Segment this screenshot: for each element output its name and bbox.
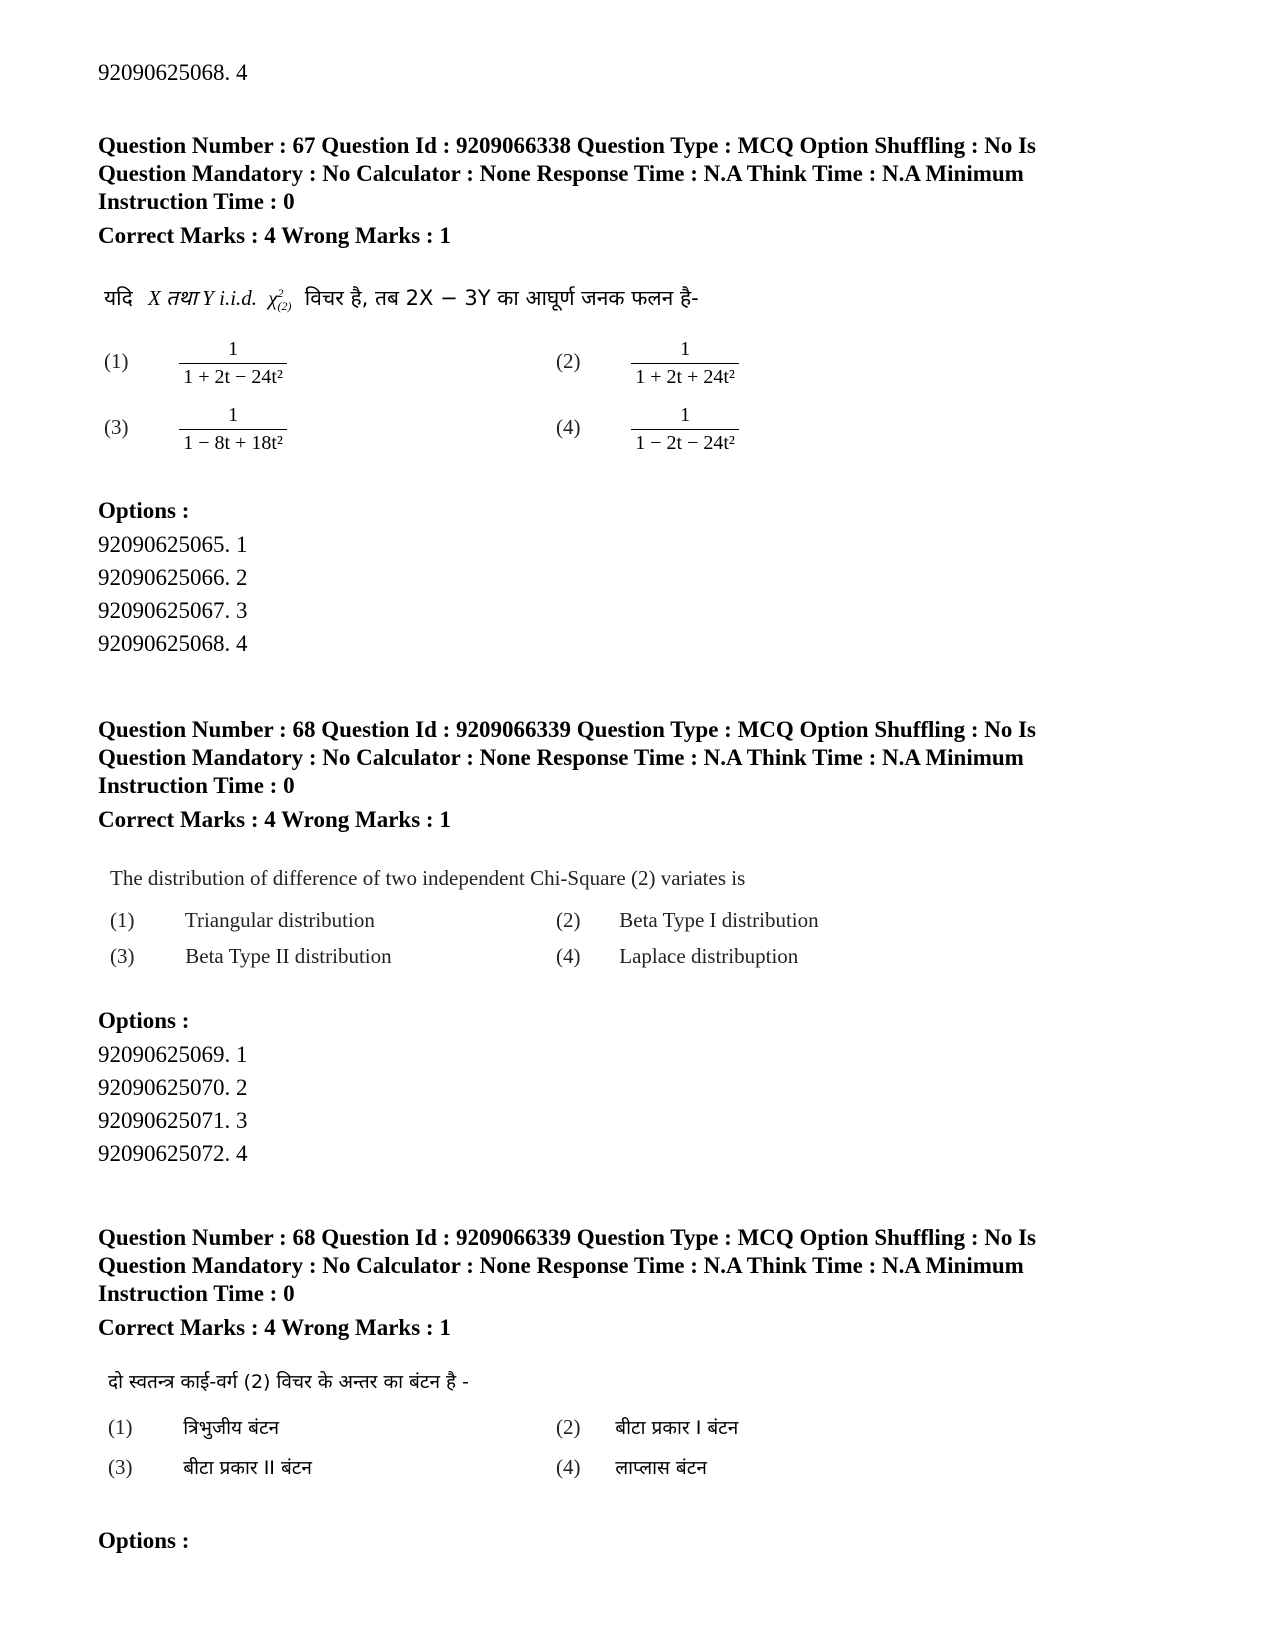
choice-4: [556, 404, 739, 455]
stem-prefix: यदि: [104, 286, 133, 310]
question-67-options: [98, 494, 1198, 660]
option-line: 92090625068. 4: [98, 631, 248, 656]
question-68-header: [98, 716, 1198, 834]
header-line: Instruction Time : 0: [98, 1281, 295, 1306]
option-line: 92090625066. 2: [98, 565, 248, 590]
choice-2: [556, 338, 739, 389]
choice-text: बीटा प्रकार I बंटन: [615, 1417, 739, 1439]
question-68-hindi-options: [98, 1524, 1198, 1558]
question-68-options: [98, 1004, 1198, 1170]
choice-number: (1): [108, 1415, 133, 1439]
choice-4: [556, 1454, 707, 1480]
question-67-stem: [104, 284, 1204, 314]
header-line: Instruction Time : 0: [98, 189, 295, 214]
option-line: 92090625071. 3: [98, 1108, 248, 1133]
marks-line: Correct Marks : 4 Wrong Marks : 1: [98, 223, 451, 248]
fraction: $\frac{1}{\text{1 + 2t + 24t²}}$: [631, 338, 739, 389]
choice-3: [104, 404, 287, 455]
choice-number: (4): [556, 415, 581, 440]
question-67-header: [98, 132, 1198, 250]
question-68-hindi-header: [98, 1224, 1198, 1342]
choice-3: [110, 944, 392, 969]
option-line: 92090625072. 4: [98, 1141, 248, 1166]
stem-variables: X तथा Y i.i.d.: [148, 286, 258, 310]
option-line: 92090625065. 1: [98, 532, 248, 557]
marks-line: Correct Marks : 4 Wrong Marks : 1: [98, 807, 451, 832]
choice-number: (1): [110, 908, 135, 932]
choice-number: (3): [108, 1455, 133, 1479]
header-line: Question Mandatory : No Calculator : None Response Time : N.A Think Time : N.A Minimum: [98, 1253, 1024, 1278]
question-68-stem: The distribution of difference of two independent Chi-Square (2) variates is: [110, 866, 746, 890]
choice-1: [110, 908, 375, 933]
choice-text: बीटा प्रकार II बंटन: [183, 1457, 312, 1479]
option-line: 92090625068. 4: [98, 60, 248, 85]
choice-1: [108, 1414, 279, 1440]
choice-text: लाप्लास बंटन: [615, 1457, 707, 1479]
choice-number: (3): [104, 415, 129, 440]
header-line: Question Number : 68 Question Id : 9209066339 Question Type : MCQ Option Shuffling : No Is: [98, 717, 1037, 742]
header-line: Question Mandatory : No Calculator : None Response Time : N.A Think Time : N.A Minimum: [98, 745, 1024, 770]
option-line: 92090625067. 3: [98, 598, 248, 623]
choice-1: [104, 338, 287, 389]
fraction: $\frac{1}{\text{1 + 2t − 24t²}}$: [179, 338, 287, 389]
choice-number: (2): [556, 1415, 581, 1439]
choice-text: Beta Type II distribution: [185, 944, 392, 968]
choice-3: [108, 1454, 312, 1480]
option-line: 92090625069. 1: [98, 1042, 248, 1067]
options-label: Options :: [98, 498, 190, 523]
choice-number: (4): [556, 944, 581, 968]
choice-number: (2): [556, 908, 581, 932]
header-line: Instruction Time : 0: [98, 773, 295, 798]
stem-rest: विचर है, तब 2X − 3Y का आघूर्ण जनक फलन है-: [304, 286, 699, 310]
choice-text: Beta Type I distribution: [619, 908, 819, 932]
marks-line: Correct Marks : 4 Wrong Marks : 1: [98, 1315, 451, 1340]
choice-number: (2): [556, 349, 581, 374]
fraction: $\frac{1}{\text{1 − 8t + 18t²}}$: [179, 404, 287, 455]
choice-2: [556, 1414, 738, 1440]
choice-4: [556, 944, 798, 969]
choice-2: [556, 908, 819, 933]
choice-number: (3): [110, 944, 135, 968]
chi-symbol: $\chi^2_{(2)}$: [268, 286, 292, 314]
choice-number: (1): [104, 349, 129, 374]
fraction: $\frac{1}{\text{1 − 2t − 24t²}}$: [631, 404, 739, 455]
header-line: Question Number : 67 Question Id : 9209066338 Question Type : MCQ Option Shuffling : No Is: [98, 133, 1037, 158]
header-line: Question Mandatory : No Calculator : None Response Time : N.A Think Time : N.A Minimum: [98, 161, 1024, 186]
choice-text: Triangular distribution: [184, 908, 375, 932]
choice-text: Laplace distribuption: [619, 944, 799, 968]
options-label: Options :: [98, 1528, 190, 1553]
choice-text: त्रिभुजीय बंटन: [183, 1417, 280, 1439]
choice-number: (4): [556, 1455, 581, 1479]
option-line: 92090625070. 2: [98, 1075, 248, 1100]
header-line: Question Number : 68 Question Id : 9209066339 Question Type : MCQ Option Shuffling : No Is: [98, 1225, 1037, 1250]
options-label: Options :: [98, 1008, 190, 1033]
question-68-hindi-stem: दो स्वतन्त्र काई-वर्ग (2) विचर के अन्तर का बंटन है -: [108, 1371, 470, 1393]
